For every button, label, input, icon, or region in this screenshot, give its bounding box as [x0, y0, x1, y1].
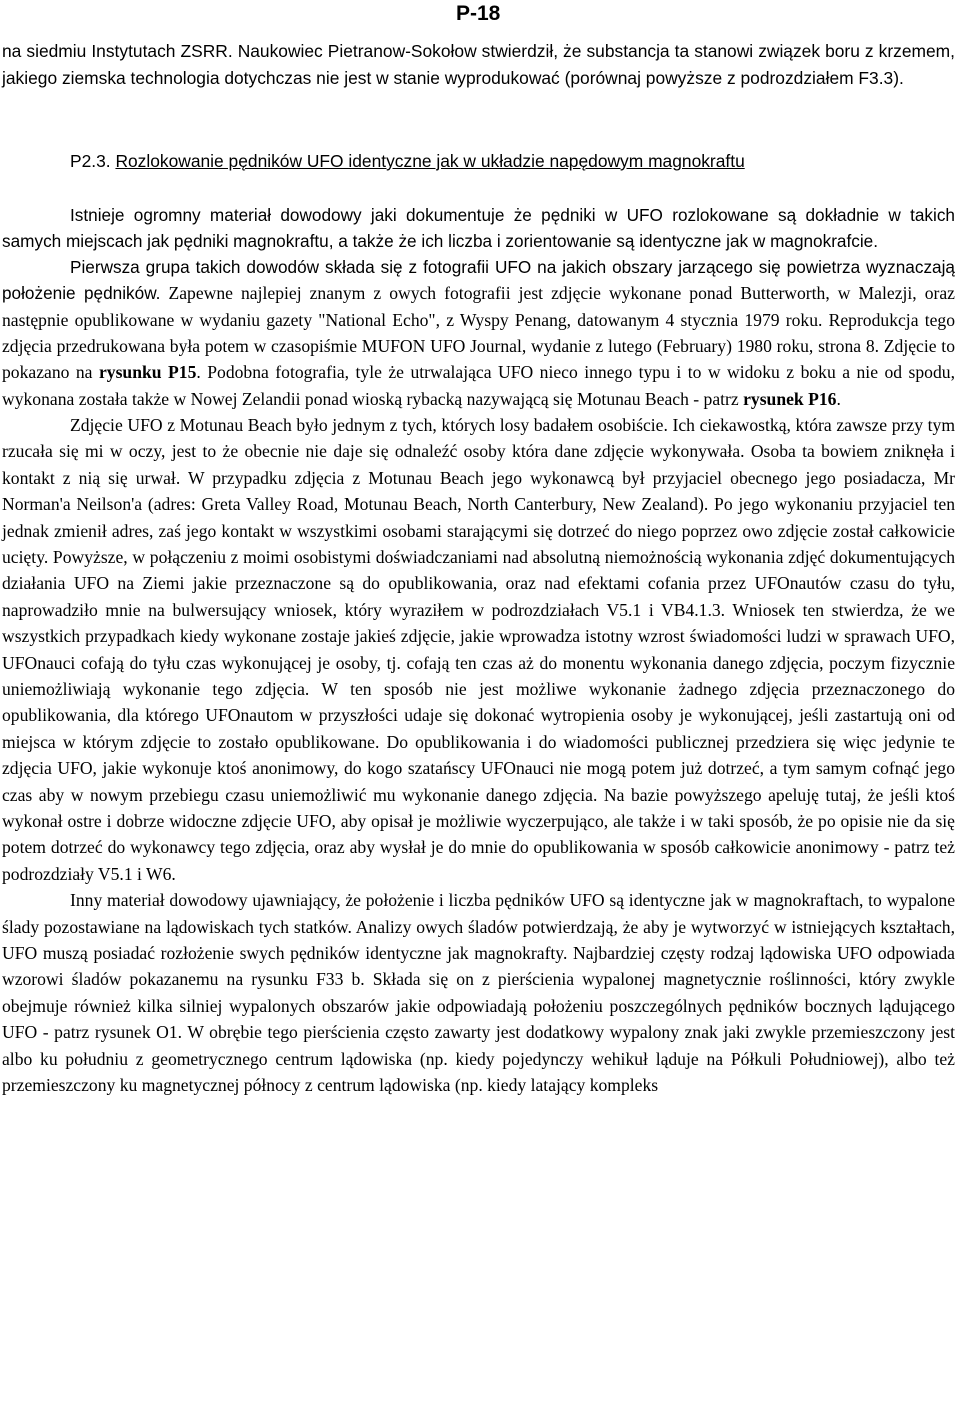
section-heading — [70, 148, 955, 175]
section-number: P2.3. — [70, 151, 111, 171]
paragraph-2-body: Zapewne najlepiej znanym z owych fotografii jest zdjęcie wykonane ponad Butterworth, w Malezji, oraz następnie opublikowane w wydaniu gazety "National Echo", z Wyspy Penang, datowanym 4 stycznia 1979 roku. Reprodukcja tego zdjęcia przedrukowana była potem w czasopiśmie MUFON UFO Journal, wydanie z lutego (February) 1980 roku, strona 8. Zdjęcie to pokazano na — [2, 283, 955, 383]
document-body — [2, 38, 955, 1098]
paragraph-1: Istnieje ogromny materiał dowodowy jaki dokumentuje że pędniki w UFO rozlokowane są dokładnie w takich samych miejscach jak pędniki magnokraftu, a także że ich liczba i zorientowanie są identyczne jak w magnokrafcie. — [2, 204, 955, 251]
paragraph-2-cont: . Podobna fotografia, tyle że utrwalająca UFO nieco innego typu i to w widoku z boku a nie od spodu, wykonana została także w Nowej Zelandii ponad wioską rybacką nazywającą się Motunau Beach - patrz — [2, 362, 955, 409]
paragraph-2-intro: Pierwsza grupa takich dowodów składa się z fotografii UFO na jakich obszary jarzącego się powietrza wyznaczają położenie pędników. — [2, 257, 955, 304]
figure-ref-p15: rysunku P15 — [98, 362, 197, 383]
top-paragraph: na siedmiu Instytutach ZSRR. Naukowiec Pietranow-Sokołow stwierdził, że substancja ta stanowi związek boru z krzemem, jakiego ziemska technologia dotychczas nie jest w stanie wyprodukować (porównaj powyższe z podrozdziałem F3.3). — [2, 41, 955, 88]
paragraph-2 — [2, 254, 955, 412]
page-number: P-18 — [456, 2, 501, 25]
section-title: Rozlokowanie pędników UFO identyczne jak w układzie napędowym magnokraftu — [115, 151, 745, 171]
paragraph-4: Inny materiał dowodowy ujawniający, że położenie i liczba pędników UFO są identyczne jak w magnokraftach, to wypalone ślady pozostawiane na lądowiskach tych statków. Analizy owych śladów potwierdzają, że aby je wytworzyć w istniejących kształtach, UFO muszą posiadać rozłożenie swych pędników identyczne jak magnokrafty. Najbardziej częsty rodzaj lądowiska UFO odpowiada wzorowi śladów pokazanemu na rysunku F33 b. Składa się on z pierścienia wypalonej magnetycznie roślinności, który zwykle obejmuje również kilka silniej wypalonych obszarów jakie odpowiadają położeniu poszczególnych pędników bocznych lądującego UFO - patrz rysunek O1. W obrębie tego pierścienia często zawarty jest dodatkowy wypalony znak jaki zwykle przemieszczony jest albo ku południu z geometrycznego centrum lądowiska (np. kiedy pojedynczy wehikuł ląduje na Półkuli Południowej), albo też przemieszczony ku magnetycznej północy z centrum lądowiska (np. kiedy latający kompleks — [2, 890, 955, 1096]
figure-ref-p16: rysunek P16 — [743, 388, 837, 409]
paragraph-3: Zdjęcie UFO z Motunau Beach było jednym z tych, których losy badałem osobiście. Ich ciekawostką, która zawsze przy tym rzucała się mi w oczy, jest to że obecnie nie daje się odnaleźć osoby która dane zdjęcie wykonywała. Osoba ta bowiem zniknęła i kontakt z nią się urwał. W przypadku zdjęcia z Motunau Beach jego wykonawcą był przyjaciel obecnego jego posiadacza, Mr Norman'a Neilson'a (adres: Greta Valley Road, Motunau Beach, North Canterbury, New Zealand). Po jego wykonaniu przyjaciel ten jednak zmienił adres, zaś jego kontakt w wszystkimi osobami starającymi się dotrzeć do niego poprzez owo zdjęcie został całkowicie ucięty. Powyższe, w połączeniu z moimi osobistymi doświadczaniami nad absolutną niemożnością wykonania zdjęć dokumentujących działania UFO na Ziemi jakie przeznaczone są do opublikowania, oraz nad efektami cofania przez UFOnautów czasu do tyłu, naprowadziło mnie na bulwersujący wniosek, który wyraziłem w podrozdziałach V5.1 i VB4.1.3. Wniosek ten stwierdza, że we wszystkich przypadkach kiedy wykonane zostaje jakieś zdjęcie, jakie wprowadza istotny wzrost świadomości ludzi w sprawach UFO, UFOnauci cofają do tyłu czas wykonującej je osoby, tj. cofają ten czas aż do monentu wykonania danego zdjęcia, poczym fizycznie uniemożliwiają wykonanie tego zdjęcia. W ten sposób nie jest możliwe wykonanie żadnego zdjęcia przeznaczonego do opublikowania, dla którego UFOnautom w przyszłości udaje się dokonać wytropienia osoby je wykonującej, jeśli zastartują oni od miejsca w którym zdjęcie to zostało opublikowane. Do opublikowania i do wiadomości publicznej przedziera się więc jedynie te zdjęcia UFO, jakie wykonuje ktoś anonimowy, do kogo szatańscy UFOnauci nie mogą potem już dotrzeć, a tym samym cofnąć jego czas aby w nowym przebiegu czasu uniemożliwić mu wykonanie danego zdjęcia. Na bazie powyższego apeluję tutaj, że jeśli ktoś wykonał ostre i dobrze widoczne zdjęcie UFO, aby opisał je możliwie wyczerpująco, ale także i w taki sposób, że po opisie nie da się potem dotrzeć do wykonawcy tego zdjęcia, oraz aby wysłał je do mnie do opublikowania w sposób całkowicie anonimowy - patrz też podrozdziały V5.1 i W6. — [2, 414, 955, 884]
paragraph-2-end: . — [836, 388, 841, 409]
